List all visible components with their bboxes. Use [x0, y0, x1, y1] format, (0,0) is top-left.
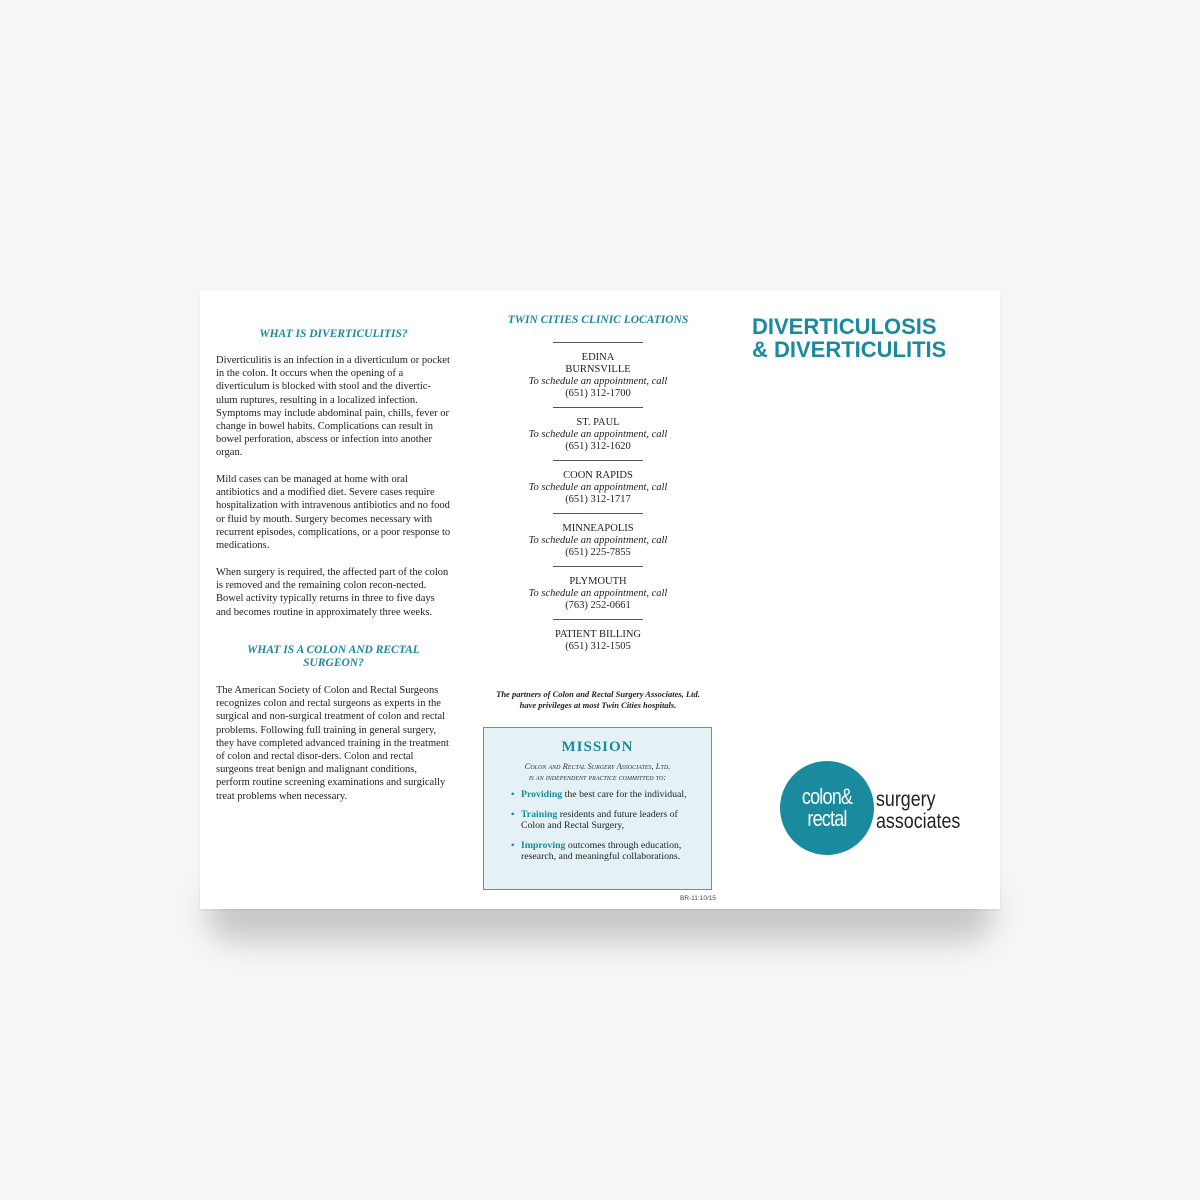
logo-word: associates	[876, 810, 961, 833]
mission-subtitle-line: Colon and Rectal Surgery Associates, Ltd.	[524, 761, 671, 771]
logo-circle	[780, 761, 874, 855]
bullet-icon: •	[511, 839, 515, 851]
location-city: MINNEAPOLIS	[562, 523, 634, 534]
left-panel	[216, 291, 451, 909]
mission-bullet-text: outcomes through education, research, and meaningful collaborations.	[521, 839, 682, 862]
mission-bullet	[484, 789, 711, 801]
location-city: PATIENT BILLING	[554, 629, 642, 640]
location-city: BURNSVILLE	[565, 364, 631, 375]
location-item	[480, 461, 716, 513]
location-phone: (763) 252-0661	[565, 600, 631, 611]
location-city: PLYMOUTH	[569, 576, 627, 587]
mission-bullet-keyword: Providing	[521, 789, 563, 800]
mission-title: MISSION	[561, 739, 634, 755]
location-city: COON RAPIDS	[563, 470, 633, 481]
location-city: EDINA	[581, 352, 615, 363]
mission-bullet	[484, 840, 711, 863]
mission-subtitle-line: is an independent practice committed to:	[528, 771, 667, 782]
location-phone: (651) 312-1717	[565, 494, 631, 505]
location-phone: (651) 312-1700	[565, 388, 631, 399]
privileges-note-line: The partners of Colon and Rectal Surgery Associates, Ltd.	[496, 689, 700, 699]
privileges-note	[480, 689, 716, 710]
middle-panel	[480, 291, 716, 909]
location-phone: (651) 312-1505	[565, 641, 631, 652]
mission-bullet-text: the best care for the individual,	[562, 789, 687, 800]
heading-clinic-locations: TWIN CITIES CLINIC LOCATIONS	[507, 314, 689, 326]
location-list	[480, 342, 716, 660]
mission-bullet-keyword: Improving	[521, 839, 566, 851]
mission-box	[483, 727, 712, 890]
privileges-note-line: have privileges at most Twin Cities hospitals.	[519, 699, 677, 710]
logo-circle-text: colon&	[801, 784, 853, 809]
mission-bullet-text: residents and future leaders of Colon and Rectal Surgery,	[521, 808, 678, 831]
location-item	[480, 620, 716, 660]
right-panel	[748, 291, 988, 909]
document-title	[752, 315, 988, 361]
heading-what-is-surgeon: WHAT IS A COLON AND RECTAL SURGEON?	[247, 644, 420, 669]
paragraph-definition: Diverticulitis is an infection in a diverticulum or pocket in the colon. It occurs when the opening of a diverticulum is blocked with stool and the divertic-ulum ruptures, resulting in a localized infection. Symptoms may include abdominal pain, chills, fever or change in bowel habits. Complications can result in bowel perforation, abscess or infection into another organ.	[216, 355, 450, 459]
location-schedule-text: To schedule an appointment, call	[528, 588, 668, 599]
paragraph-surgeon: The American Society of Colon and Rectal Surgeons recognizes colon and rectal surgeons as experts in the surgical and non-surgical treatment of colon and rectal problems. Following full training in general surgery, they have completed advanced training in the treatment of colon and rectal disor-ders. Colon and rectal surgeons treat benign and malignant conditions, perform routine screening examinations and surgically treat problems when necessary.	[216, 685, 449, 802]
location-schedule-text: To schedule an appointment, call	[528, 429, 668, 440]
location-phone: (651) 225-7855	[565, 547, 631, 558]
location-city: ST. PAUL	[576, 417, 620, 428]
location-schedule-text: To schedule an appointment, call	[528, 482, 668, 493]
mission-bullet	[484, 809, 711, 832]
location-phone: (651) 312-1620	[565, 441, 631, 452]
document-code: BR-11:10/15	[679, 895, 716, 902]
mission-bullet-keyword: Training	[521, 808, 558, 820]
location-item	[480, 343, 716, 407]
brochure-sheet	[200, 291, 1000, 909]
paragraph-treatment: Mild cases can be managed at home with oral antibiotics and a modified diet. Severe cases require hospitalization with intravenous antibiotics and no food or fluid by mouth. Surgery becomes necessary with recurrent episodes, complications, or a poor response to medications.	[216, 474, 451, 552]
title-line: DIVERTICULOSIS	[752, 314, 937, 339]
location-item	[480, 567, 716, 619]
logo-word: surgery	[876, 788, 936, 811]
bullet-icon: •	[511, 808, 515, 820]
bullet-icon: •	[511, 789, 515, 800]
location-item	[480, 514, 716, 566]
heading-what-is-diverticulitis: WHAT IS DIVERTICULITIS?	[259, 328, 408, 340]
logo-circle-text: rectal	[807, 806, 847, 831]
company-logo	[780, 761, 990, 857]
location-schedule-text: To schedule an appointment, call	[528, 535, 668, 546]
title-line: & DIVERTICULITIS	[752, 337, 947, 362]
mission-subtitle	[484, 761, 711, 782]
mission-bullets	[484, 789, 711, 863]
paragraph-surgery: When surgery is required, the affected part of the colon is removed and the remaining colon recon-nected. Bowel activity typically returns in three to five days and becomes routine in approximately three weeks.	[216, 567, 449, 618]
location-schedule-text: To schedule an appointment, call	[528, 376, 668, 387]
location-item	[480, 408, 716, 460]
